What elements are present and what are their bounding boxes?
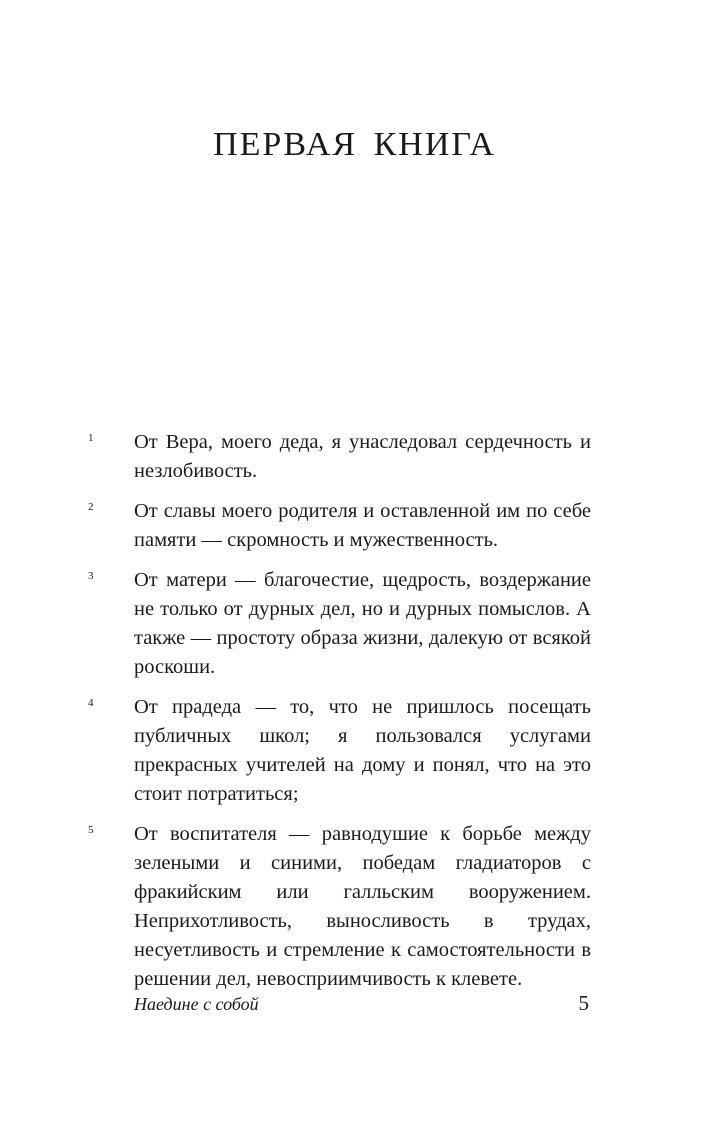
paragraph-text: От прадеда — то, что не пришлось посещать публичных школ; я пользовался услугами прекрасных учителей на дому и понял, что на это стоит потратиться; bbox=[134, 696, 591, 805]
paragraph bbox=[88, 693, 593, 809]
paragraph-number: 2 bbox=[88, 501, 94, 513]
paragraph-text: От Вера, моего деда, я унаследовал сердечность и незлобивость. bbox=[134, 431, 591, 482]
paragraph-list bbox=[88, 428, 593, 1005]
paragraph-number: 4 bbox=[88, 697, 94, 709]
chapter-title: ПЕРВАЯ КНИГА bbox=[213, 126, 496, 163]
running-title: Наедине с собой bbox=[134, 994, 259, 1014]
page-footer bbox=[134, 991, 589, 1024]
paragraph-number: 1 bbox=[88, 432, 94, 444]
paragraph-number: 3 bbox=[88, 570, 94, 582]
paragraph-number: 5 bbox=[88, 824, 94, 836]
paragraph bbox=[88, 820, 593, 994]
paragraph bbox=[88, 428, 593, 486]
paragraph bbox=[88, 566, 593, 682]
paragraph bbox=[88, 497, 593, 555]
paragraph-text: От славы моего родителя и оставленной им по себе памяти — скромность и мужественность. bbox=[134, 500, 591, 551]
page-number: 5 bbox=[578, 991, 589, 1015]
paragraph-text: От матери — благочестие, щедрость, воздержание не только от дурных дел, но и дурных помыслов. А также — простоту образа жизни, далекую от всякой роскоши. bbox=[134, 569, 591, 678]
paragraph-text: От воспитателя — равнодушие к борьбе между зелеными и синими, победам гладиаторов с фракийским или галльским вооружением. Неприхотливость, выносливость в трудах, несуетливость и стремление к самостоятельности в решении дел, невосприимчивость к клевете. bbox=[134, 823, 591, 990]
